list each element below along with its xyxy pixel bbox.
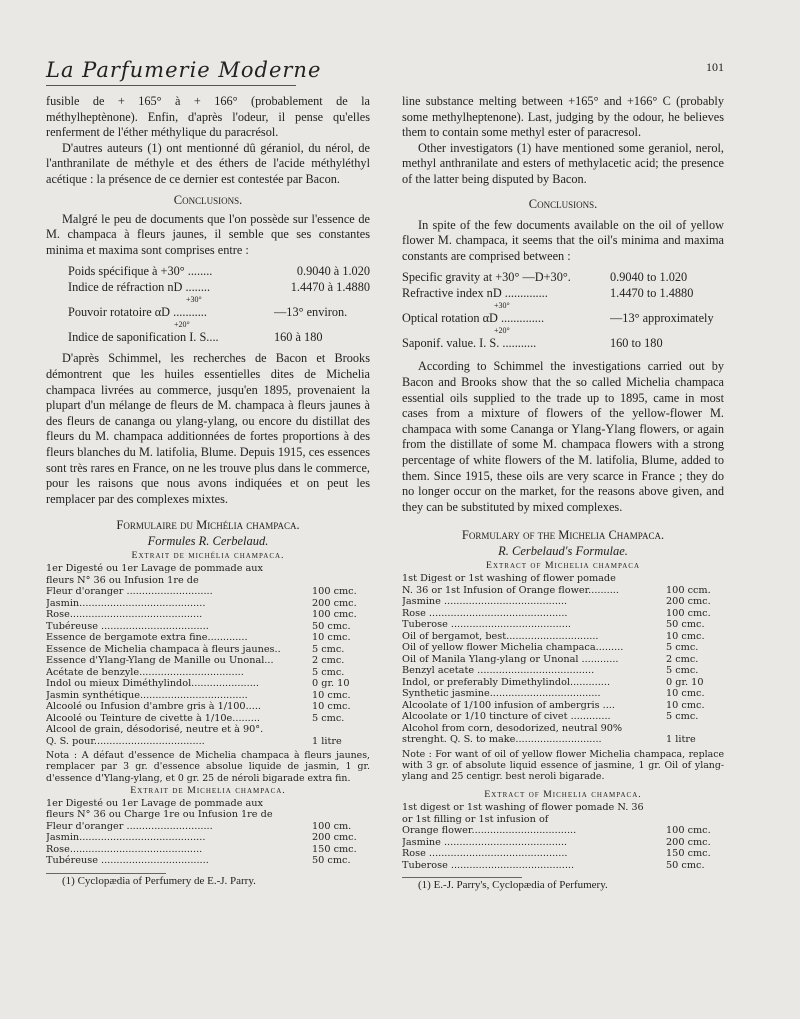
formula-row [402,837,724,849]
formula-row [402,814,724,826]
quantity [666,723,724,735]
quantity [312,798,370,810]
quantity: 200 cmc. [666,836,711,848]
quantity: 10 cmc. [312,632,351,644]
footnote: (1) E.-J. Parry's, Cyclopædia of Perfumery. [418,879,608,892]
ingredient: Essence de Michelia champaca à fleurs jaunes.. [46,643,281,655]
ingredient: fleurs N° 36 ou Charge 1re ou Infusion 1re de [46,809,273,821]
formula-row [402,723,724,735]
formula-row [46,844,370,856]
formula-row [46,609,370,621]
formula-row [402,860,724,872]
formula-row [46,832,370,844]
formula-row [46,586,370,598]
quantity: 100 cmc. [312,586,357,598]
formula-row [402,654,724,666]
constant-row: Saponif. value. I. S. ........... 160 to 180 [402,336,663,351]
ingredient: 1st digest or 1st washing of flower pomade N. 36 [402,802,644,814]
ingredient: Alcoolé ou Teinture de civette à 1/10e......... [46,712,260,724]
formula-row [46,855,370,867]
quantity [312,575,370,587]
quantity: 5 cmc. [666,665,699,677]
quantity: 100 cm. [312,820,352,832]
constant-row: Specific gravity at +30° —D+30°. 0.9040 to 1.020 [402,270,688,285]
constant-row: Optical rotation αD .............. —13° approximately [402,311,714,326]
formula-list [46,563,370,747]
nota-paragraph: Nota : A défaut d'essence de Michelia champaca à fleurs jaunes, remplacer par 3 gr. d'essence absolue liquide de jasmin, 1 gr. d'essence d'Ylang-ylang, et 0 gr. 25 de néroli bigarade extra fin. [46,750,370,784]
quantity: 5 cmc. [312,712,345,724]
quantity: 1 litre [666,734,696,746]
formula-row [402,848,724,860]
temperature-subscript: +20° [494,326,510,336]
ingredient: Jasmine ........................................ [402,596,568,608]
footnote: (1) Cyclopædia of Perfumery de E.-J. Parry. [62,874,256,887]
quantity: 2 cmc. [666,653,699,665]
formula-row [46,701,370,713]
ingredient: Synthetic jasmine.................................... [402,688,601,700]
temperature-subscript: +30° [494,301,510,311]
ingredient: Jasmin......................................... [46,597,206,609]
ingredient: Orange flower.................................. [402,825,577,837]
page-number: 101 [706,60,724,74]
ingredient: fleurs N° 36 ou Infusion 1re de [46,574,199,586]
quantity: 150 cmc. [666,848,711,860]
formulary-heading: Formulary of the Michelia Champaca. [461,528,665,543]
quantity: 0 gr. 10 [312,678,350,690]
quantity: 150 cmc. [312,843,357,855]
ingredient: Indol ou mieux Diméthylindol...................... [46,678,259,690]
formula-row [402,608,724,620]
conclusions-heading: Conclusions. [528,196,598,211]
ingredient: 1er Digesté ou 1er Lavage de pommade aux [46,563,263,575]
formula-row [46,621,370,633]
ingredient: Tubéreuse ................................... [46,620,209,632]
ingredient: Rose........................................... [46,609,203,621]
extract-heading: Extract of Michelia champaca [485,560,641,572]
ingredient: Indol, or preferably Dimethylindol............. [402,676,611,688]
ingredient: Alcoolé ou Infusion d'ambre gris à 1/100..... [46,701,261,713]
formula-row [46,598,370,610]
formula-row [46,713,370,725]
formula-row [402,734,724,746]
quantity [312,724,370,736]
journal-title: La Parfumerie Moderne [46,58,322,82]
quantity: 10 cmc. [666,699,705,711]
formula-row [46,690,370,702]
ingredient: Fleur d'oranger ............................ [46,586,213,598]
quantity: 5 cmc. [312,666,345,678]
quantity: 50 cmc. [666,859,705,871]
formula-row [46,644,370,656]
note-paragraph: Note : For want of oil of yellow flower Michelia champaca, replace with 3 gr. of absolute liquid essence of jasmine, 1 gr. Oil of ylang-ylang and 25 centigr. best neroli bigarade. [402,748,724,783]
intro-paragraph: line substance melting between +165° and +166° C (probably some methylheptenone). Last, judging by the odour, he believes them to contain some methyl ester of paracresol. [402,94,724,140]
formula-row [46,809,370,821]
ingredient: 1er Digesté ou 1er Lavage de pommade aux [46,797,263,809]
quantity: 200 cmc. [312,597,357,609]
formula-row [402,688,724,700]
ingredient: Jasmin......................................... [46,832,206,844]
ingredient: Jasmin synthétique................................... [46,689,248,701]
intro-paragraph: fusible de + 165° à + 166° (probablement de la méthylheptènone). Enfin, d'après l'odeur, il pense qu'elles renferment de l'éther méthylique du paracrésol. [46,94,370,140]
formula-row [402,585,724,597]
ingredient: Rose ............................................. [402,607,568,619]
formula-row [402,619,724,631]
formula-row [46,724,370,736]
formula-row [46,575,370,587]
formula-row [46,632,370,644]
formula-row [402,711,724,723]
constants-list [402,269,724,351]
quantity: 5 cmc. [312,643,345,655]
quantity [666,802,724,814]
formula-row [402,665,724,677]
ingredient: Q. S. pour.................................... [46,735,205,747]
temperature-subscript: +30° [186,295,202,305]
quantity: 50 cmc. [312,855,351,867]
formules-heading: Formules R. Cerbelaud. [147,534,269,549]
quantity: 5 cmc. [666,642,699,654]
schimmel-paragraph: According to Schimmel the investigations carried out by Bacon and Brooks show that the so called Michelia champaca essential oils supplied to the trade up to 1895, came in most cases from a mixture of flowers of the yellow-flower M. champaca with some Cananga or Ylang-Ylang flowers, or again from the distillate of some M. champaca flowers with a strong percentage of white flowers of the M. latifolia, Blume, added to them. Since 1915, these oils are very scarce in France ; they do no longer occur on the market, for the reasons above given, and they can be substituted by mixed complexes. [402,359,724,514]
formula-row [402,573,724,585]
extrait-heading: Extrait de Michelia champaca. [130,784,286,796]
extract-heading: Extract of Michelia champaca. [484,789,642,801]
formula-row [402,825,724,837]
quantity [666,814,724,826]
quantity: 100 ccm. [666,584,711,596]
ingredient: Tuberose ........................................ [402,859,575,871]
quantity: 10 cmc. [312,701,351,713]
ingredient: N. 36 or 1st Infusion of Orange flower.......... [402,584,619,596]
quantity: 100 cmc. [666,607,711,619]
ingredient: Jasmine ........................................ [402,836,568,848]
constant-row: Indice de réfraction nD ........ 1.4470 à 1.4880 [68,280,370,295]
constant-row: Indice de saponification I. S.... 160 à 180 [68,330,323,345]
quantity [666,573,724,585]
formulaire-heading: Formulaire du Michélia champaca. [116,518,300,533]
constant-row: Poids spécifique à +30° ........ 0.9040 à 1.020 [68,264,370,279]
formula-row [46,821,370,833]
ingredient: Alcool de grain, désodorisé, neutre et à 90°. [46,724,264,736]
ingredient: Rose ............................................. [402,848,568,860]
formula-list [402,573,724,746]
formula-row [46,563,370,575]
ingredient: Acétate de benzyle.................................. [46,666,244,678]
conclusions-text: Malgré le peu de documents que l'on possède sur l'essence de M. champaca à fleurs jaunes, il semble que ses constantes minima et maxima sont comprises entre : [46,211,370,257]
formula-row [46,667,370,679]
quantity: 10 cmc. [312,689,351,701]
quantity: 100 cmc. [312,609,357,621]
formula-row [402,802,724,814]
formula-row [402,596,724,608]
title-underline [46,85,296,86]
quantity: 10 cmc. [666,688,705,700]
ingredient: Essence de bergamote extra fine............. [46,632,248,644]
formula-row [46,798,370,810]
quantity: 50 cmc. [312,620,351,632]
constant-row: Refractive index nD .............. 1.4470 to 1.4880 [402,286,694,301]
formula-list [46,798,370,867]
conclusions-heading: Conclusions. [173,192,243,207]
ingredient: strenght. Q. S. to make............................ [402,734,602,746]
quantity: 10 cmc. [666,630,705,642]
french-column [46,94,370,888]
ingredient: Oil of Manila Ylang-ylang or Unonal ............ [402,653,619,665]
intro-paragraph: Other investigators (1) have mentioned some geraniol, nerol, methyl anthranilate and esters of methylacetic acid; the presence of the latter being disputed by Bacon. [402,140,724,186]
schimmel-paragraph: D'après Schimmel, les recherches de Bacon et Brooks démontrent que les huiles essentielles dites de Michelia champaca livrées au commerce, jusqu'en 1895, provenaient la plupart d'un mélange de fleurs de M. champaca à fleurs jaunes à des fleurs de cananga ou ylang-ylang, ou encore du distillat des fleurs du M. champaca additionnées de fortes proportions à des fleurs blanches du M. latifolia, Blume. Depuis 1915, ces essences sont très rares en France, on ne les trouve plus dans le commerce, pour les raisons que nous avons indiquées et on peut les remplacer par des complexes mixtes. [46,351,370,506]
formula-row [46,736,370,748]
quantity: 50 cmc. [666,619,705,631]
constants-list [46,263,370,345]
conclusions-text: In spite of the few documents available on the oil of yellow flower M. champaca, it seems that the oil's minima and maxima constants are comprised between : [402,217,724,263]
formula-row [402,631,724,643]
quantity: 1 litre [312,735,342,747]
ingredient: Alcoolate or 1/10 tincture of civet ............. [402,711,611,723]
quantity [312,563,370,575]
ingredient: Fleur d'oranger ............................ [46,820,213,832]
quantity [312,809,370,821]
ingredient: Oil of bergamot, best.............................. [402,630,599,642]
quantity: 0 gr. 10 [666,676,704,688]
ingredient: 1st Digest or 1st washing of flower pomade [402,573,616,585]
ingredient: Oil of yellow flower Michelia champaca......... [402,642,624,654]
formulae-heading: R. Cerbelaud's Formulae. [498,544,628,559]
formula-row [46,678,370,690]
ingredient: Tuberose ....................................... [402,619,571,631]
formula-row [46,655,370,667]
formula-row [402,642,724,654]
intro-paragraph: D'autres auteurs (1) ont mentionné dû géraniol, du nérol, de l'anthranilate de méthyle et des éthers de l'acide méthyléthyl acétique : la présence de ce dernier est contestée par Bacon. [46,140,370,186]
formula-row [402,677,724,689]
formula-row [402,700,724,712]
constant-row: Pouvoir rotatoire αD ........... —13° environ. [68,305,348,320]
ingredient: Rose........................................... [46,843,203,855]
quantity: 2 cmc. [312,655,345,667]
extrait-heading: Extrait de michélia champaca. [131,550,285,562]
ingredient: Essence d'Ylang-Ylang de Manille ou Unonal... [46,655,274,667]
ingredient: Tubéreuse ................................... [46,855,209,867]
ingredient: Benzyl acetate ...................................... [402,665,595,677]
ingredient: or 1st filling or 1st infusion of [402,813,549,825]
quantity: 100 cmc. [666,825,711,837]
ingredient: Alcohol from corn, desodorized, neutral 90% [402,722,623,734]
quantity: 5 cmc. [666,711,699,723]
formula-list [402,802,724,871]
ingredient: Alcoolate of 1/100 infusion of ambergris .... [402,699,615,711]
quantity: 200 cmc. [666,596,711,608]
english-column [402,94,724,892]
quantity: 200 cmc. [312,832,357,844]
temperature-subscript: +20° [174,320,190,330]
